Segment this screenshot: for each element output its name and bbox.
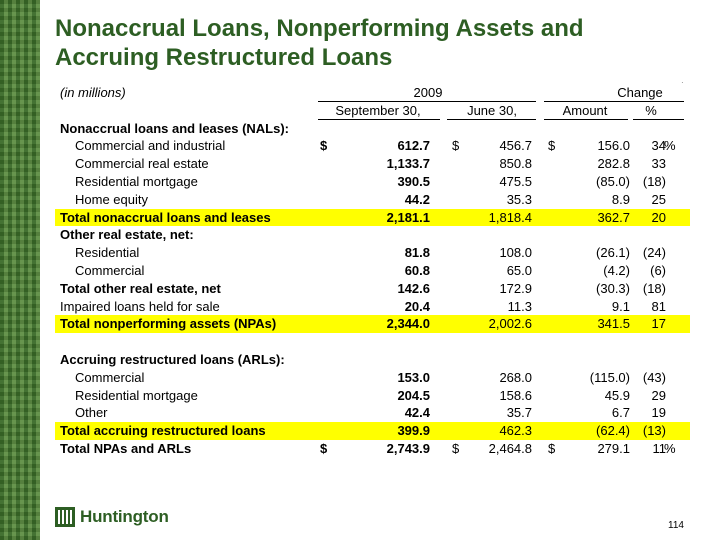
section-header-nals xyxy=(55,120,690,138)
september-value: 2,743.9 xyxy=(386,440,430,456)
table-row xyxy=(55,244,690,262)
june-value: 1,818.4 xyxy=(488,209,532,225)
change-amount: (85.0) xyxy=(596,173,630,189)
table-row xyxy=(55,369,690,387)
change-amount: 279.1 xyxy=(597,440,630,456)
dollar-sign: $ xyxy=(548,138,556,154)
row-label: Total NPAs and ARLs xyxy=(60,440,192,456)
table-header-row-1 xyxy=(55,84,690,102)
table-row xyxy=(55,298,690,316)
table-row xyxy=(55,404,690,422)
row-label: Residential mortgage xyxy=(75,173,198,189)
june-value: 35.3 xyxy=(506,191,532,207)
change-amount: 6.7 xyxy=(611,405,630,421)
page-title xyxy=(55,14,695,72)
table-row xyxy=(55,262,690,280)
row-label: Total nonaccrual loans and leases xyxy=(60,209,271,225)
table-header-row-2 xyxy=(55,102,690,120)
section-header-arls xyxy=(55,351,690,369)
huntington-logo xyxy=(55,505,169,529)
row-label: Residential xyxy=(75,245,140,261)
september-value: 44.2 xyxy=(404,191,430,207)
change-amount: (62.4) xyxy=(596,423,630,439)
total-row-ore xyxy=(55,280,690,298)
year-header: 2009 xyxy=(413,85,443,100)
september-value: 60.8 xyxy=(404,262,430,278)
loans-table xyxy=(55,84,690,458)
june-header: June 30, xyxy=(467,102,517,118)
change-amount: (4.2) xyxy=(603,262,630,278)
june-value: 158.6 xyxy=(499,387,532,403)
change-percent: (18) xyxy=(642,280,666,296)
june-value: 850.8 xyxy=(499,156,532,172)
table-row xyxy=(55,155,690,173)
row-label: Other xyxy=(75,405,108,421)
huntington-logo-icon xyxy=(55,507,75,527)
dollar-sign: $ xyxy=(452,138,460,154)
change-percent: (24) xyxy=(642,245,666,261)
row-label: Commercial xyxy=(75,262,145,278)
row-label: Commercial xyxy=(75,369,145,385)
row-label: Total accruing restructured loans xyxy=(60,423,266,439)
september-value: 153.0 xyxy=(397,369,430,385)
row-label: Residential mortgage xyxy=(75,387,198,403)
june-value: 2,002.6 xyxy=(488,316,532,332)
change-percent: 11 xyxy=(652,440,666,456)
september-value: 204.5 xyxy=(397,387,430,403)
dollar-sign: $ xyxy=(452,440,460,456)
row-label: Home equity xyxy=(75,191,148,207)
change-amount: 9.1 xyxy=(611,298,630,314)
change-amount: (26.1) xyxy=(596,245,630,261)
row-label: Nonaccrual loans and leases (NALs): xyxy=(60,120,290,136)
june-value: 172.9 xyxy=(499,280,532,296)
change-amount: 45.9 xyxy=(604,387,630,403)
table-row xyxy=(55,137,690,155)
change-amount: 362.7 xyxy=(597,209,630,225)
row-label: Total nonperforming assets (NPAs) xyxy=(60,316,277,332)
percent-header: % xyxy=(645,102,657,118)
units-label: (in millions) xyxy=(60,85,126,100)
section-header-ore xyxy=(55,226,690,244)
decorative-dot: · xyxy=(681,78,684,87)
spacer-row xyxy=(55,333,690,351)
change-percent: (13) xyxy=(642,423,666,439)
change-percent: (18) xyxy=(642,173,666,189)
september-value: 42.4 xyxy=(404,405,430,421)
dollar-sign: $ xyxy=(548,440,556,456)
september-value: 20.4 xyxy=(404,298,430,314)
june-value: 268.0 xyxy=(499,369,532,385)
row-label: Impaired loans held for sale xyxy=(60,298,220,314)
dollar-sign: $ xyxy=(320,138,328,154)
june-value: 2,464.8 xyxy=(488,440,532,456)
september-value: 612.7 xyxy=(397,138,430,154)
row-label: Other real estate, net: xyxy=(60,227,194,243)
september-value: 399.9 xyxy=(397,423,430,439)
june-value: 475.5 xyxy=(499,173,532,189)
grand-total-row xyxy=(55,440,690,458)
row-label: Accruing restructured loans (ARLs): xyxy=(60,351,285,367)
september-value: 1,133.7 xyxy=(386,156,430,172)
change-amount: 156.0 xyxy=(597,138,630,154)
june-value: 456.7 xyxy=(499,138,532,154)
amount-header: Amount xyxy=(562,102,608,118)
change-percent: 20 xyxy=(651,209,666,225)
change-amount: 8.9 xyxy=(611,191,630,207)
row-label: Commercial and industrial xyxy=(75,138,226,154)
total-row-arls xyxy=(55,422,690,440)
september-value: 2,181.1 xyxy=(386,209,430,225)
logo-wordmark: Huntington xyxy=(80,507,169,526)
percent-sign: % xyxy=(664,138,676,154)
june-value: 462.3 xyxy=(499,423,532,439)
dollar-sign: $ xyxy=(320,440,328,456)
title-line-2: Accruing Restructured Loans xyxy=(55,44,393,71)
september-value: 390.5 xyxy=(397,173,430,189)
june-value: 65.0 xyxy=(506,262,532,278)
september-value: 81.8 xyxy=(404,245,430,261)
table-row xyxy=(55,173,690,191)
percent-sign: % xyxy=(664,440,676,456)
table-row xyxy=(55,387,690,405)
change-amount: 341.5 xyxy=(597,316,630,332)
decorative-sidebar xyxy=(0,0,40,540)
row-label: Commercial real estate xyxy=(75,156,209,172)
change-amount: (30.3) xyxy=(596,280,630,296)
total-row-npas xyxy=(55,315,690,333)
change-percent: 17 xyxy=(651,316,666,332)
change-percent: (43) xyxy=(642,369,666,385)
page-number: 114 xyxy=(668,520,684,531)
change-percent: 19 xyxy=(651,405,666,421)
change-header: Change xyxy=(617,85,663,100)
total-row-nals xyxy=(55,209,690,227)
change-percent: 29 xyxy=(651,387,666,403)
table-row xyxy=(55,191,690,209)
change-percent: 25 xyxy=(651,191,666,207)
change-amount: (115.0) xyxy=(589,369,630,385)
change-percent: (6) xyxy=(650,262,666,278)
june-value: 108.0 xyxy=(499,245,532,261)
september-header: September 30, xyxy=(335,102,421,118)
june-value: 11.3 xyxy=(507,298,532,314)
june-value: 35.7 xyxy=(506,405,532,421)
title-line-1: Nonaccrual Loans, Nonperforming Assets and xyxy=(55,15,584,42)
change-percent: 34 xyxy=(651,138,666,154)
row-label: Total other real estate, net xyxy=(60,280,221,296)
change-percent: 81 xyxy=(651,298,666,314)
september-value: 142.6 xyxy=(397,280,430,296)
change-percent: 33 xyxy=(651,156,666,172)
september-value: 2,344.0 xyxy=(386,316,430,332)
change-amount: 282.8 xyxy=(597,156,630,172)
